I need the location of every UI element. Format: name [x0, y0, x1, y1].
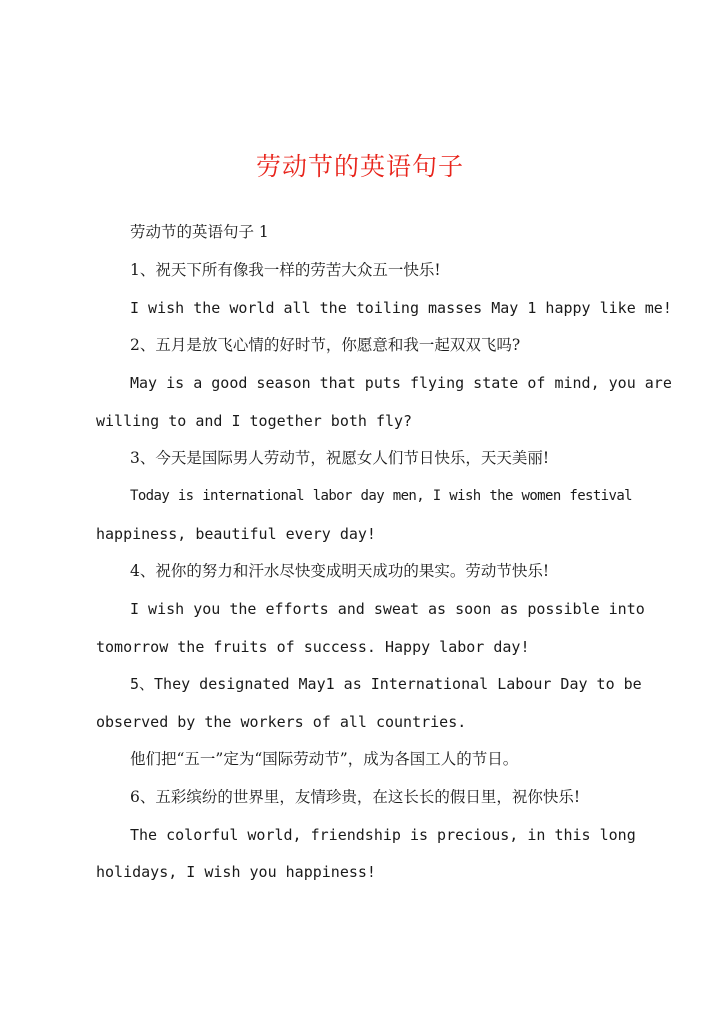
paragraph-line: observed by the workers of all countries. — [96, 713, 467, 731]
paragraph-line: tomorrow the fruits of success. Happy labor day! — [96, 638, 530, 656]
document-title: 劳动节的英语句子 — [255, 152, 464, 181]
paragraph-line: 5、They designated May1 as International Labour Day to be — [130, 675, 642, 693]
paragraph-line: 4、祝你的努力和汗水尽快变成明天成功的果实。劳动节快乐! — [130, 562, 550, 580]
paragraph-line: May is a good season that puts flying state of mind, you are — [130, 374, 672, 392]
section-heading: 劳动节的英语句子 1 — [130, 223, 269, 241]
paragraph-line: I wish you the efforts and sweat as soon as possible into — [130, 600, 645, 618]
paragraph-line: 3、今天是国际男人劳动节，祝愿女人们节日快乐，天天美丽! — [130, 449, 550, 467]
paragraph-line: Today is international labor day men, I wish the women festival — [130, 488, 632, 504]
paragraph-line: I wish the world all the toiling masses May 1 happy like me! — [130, 299, 672, 317]
paragraph-line: willing to and I together both fly? — [96, 412, 413, 430]
paragraph-line: happiness, beautiful every day! — [96, 525, 376, 543]
paragraph-line: The colorful world, friendship is precious, in this long — [130, 826, 636, 844]
paragraph-line: 他们把“五一”定为“国际劳动节”，成为各国工人的节日。 — [130, 750, 519, 768]
paragraph-line: holidays, I wish you happiness! — [96, 863, 376, 881]
paragraph-line: 1、祝天下所有像我一样的劳苦大众五一快乐! — [130, 261, 441, 279]
paragraph-line: 2、五月是放飞心情的好时节，你愿意和我一起双双飞吗? — [130, 336, 521, 354]
paragraph-line: 6、五彩缤纷的世界里，友情珍贵，在这长长的假日里，祝你快乐! — [130, 788, 581, 806]
